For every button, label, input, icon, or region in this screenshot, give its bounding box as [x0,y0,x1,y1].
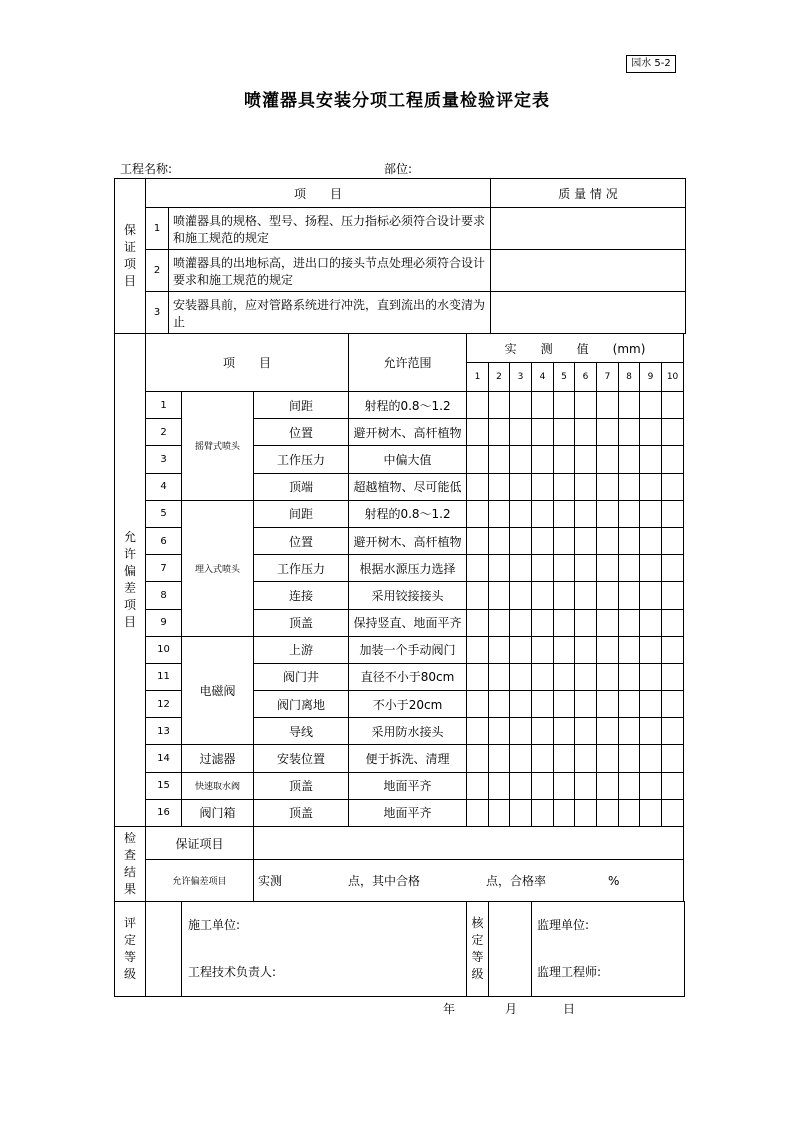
measure-cell[interactable] [662,446,684,473]
measure-cell[interactable] [467,473,489,500]
measure-cell[interactable] [662,555,684,582]
measure-cell[interactable] [554,500,575,527]
measure-cell[interactable] [619,609,640,636]
range-header: 允许范围 [349,334,467,392]
measure-cell[interactable] [510,473,532,500]
measure-cell[interactable] [597,582,619,609]
quality-cell[interactable] [491,250,686,292]
row-number: 9 [146,609,182,636]
measure-cell[interactable] [467,663,489,690]
allowed-range: 地面平齐 [349,799,467,826]
measure-cell[interactable] [619,527,640,554]
measure-cell[interactable] [597,745,619,772]
table-row [115,392,685,419]
quality-header: 质 量 情 况 [491,179,686,208]
group-name: 摇臂式喷头 [182,392,254,501]
grade-value[interactable] [146,902,182,997]
measure-cell[interactable] [554,718,575,745]
row-number: 15 [146,772,182,799]
measure-cell[interactable] [489,527,510,554]
measure-cell[interactable] [619,799,640,826]
measure-cell[interactable] [510,419,532,446]
measure-cell[interactable] [640,582,662,609]
check-tolerance-result [254,860,684,902]
quality-cell[interactable] [491,292,686,334]
measure-cell[interactable] [510,745,532,772]
measure-cell[interactable] [597,718,619,745]
measure-cell[interactable] [662,527,684,554]
allowed-range: 中偏大值 [349,446,467,473]
measure-cell[interactable] [532,527,554,554]
measure-cell[interactable] [575,691,597,718]
measure-cell[interactable] [662,799,684,826]
measure-cell[interactable] [597,691,619,718]
supervision-block [532,902,685,997]
allowed-range: 加装一个手动阀门 [349,636,467,663]
measure-cell[interactable] [662,663,684,690]
date-year: 年 [443,1002,456,1016]
measure-cell[interactable] [489,636,510,663]
measure-cell[interactable] [640,799,662,826]
measure-cell[interactable] [575,473,597,500]
measure-cell[interactable] [467,419,489,446]
measure-cell[interactable] [554,582,575,609]
item-name: 顶端 [254,473,349,500]
measure-cell[interactable] [489,718,510,745]
measure-cell[interactable] [597,636,619,663]
measure-cell[interactable] [510,799,532,826]
allowed-range: 根据水源压力选择 [349,555,467,582]
measure-cell[interactable] [554,446,575,473]
measure-cell[interactable] [662,691,684,718]
measure-cell[interactable] [575,446,597,473]
measure-cell[interactable] [619,745,640,772]
measure-cell[interactable] [467,745,489,772]
measure-cell[interactable] [662,473,684,500]
measure-cell[interactable] [575,582,597,609]
measure-cell[interactable] [575,500,597,527]
allowed-range: 采用铰接接头 [349,582,467,609]
measure-cell[interactable] [489,691,510,718]
measure-cell[interactable] [575,609,597,636]
measure-cell[interactable] [554,636,575,663]
measure-cell[interactable] [554,419,575,446]
measure-cell[interactable] [640,718,662,745]
row-number: 14 [146,745,182,772]
page-title: 喷灌器具安装分项工程质量检验评定表 [244,91,550,111]
measure-cell[interactable] [467,799,489,826]
measure-cell[interactable] [554,772,575,799]
qualified-label: 点，其中合格 [348,874,421,888]
measure-cell[interactable] [640,663,662,690]
table-row [115,500,685,527]
measure-cell[interactable] [597,799,619,826]
measure-cell[interactable] [554,609,575,636]
measure-cell[interactable] [489,446,510,473]
allowed-range: 避开树木、高杆植物 [349,527,467,554]
measure-cell[interactable] [662,609,684,636]
measure-cell[interactable] [597,555,619,582]
measure-cell[interactable] [532,500,554,527]
measure-cell[interactable] [662,772,684,799]
allowed-range: 不小于20cm [349,691,467,718]
measure-cell[interactable] [532,446,554,473]
percent-label: % [608,874,620,888]
item-name: 连接 [254,582,349,609]
allowed-range: 超越植物、尽可能低 [349,473,467,500]
measure-cell[interactable] [532,582,554,609]
measure-cell[interactable] [510,772,532,799]
measure-cell[interactable] [597,609,619,636]
item-name: 顶盖 [254,799,349,826]
measure-cell[interactable] [532,609,554,636]
measure-cell[interactable] [640,609,662,636]
guarantee-row-no: 3 [146,292,169,334]
measure-cell[interactable] [467,527,489,554]
row-number: 10 [146,636,182,663]
measure-cell[interactable] [575,718,597,745]
measure-col-header: 7 [597,363,619,392]
guarantee-row-no: 2 [146,250,169,292]
item-name: 上游 [254,636,349,663]
measure-cell[interactable] [662,745,684,772]
row-number: 13 [146,718,182,745]
measure-cell[interactable] [532,636,554,663]
table-row [115,745,685,772]
measure-cell[interactable] [640,446,662,473]
row-number: 4 [146,473,182,500]
verify-grade-label: 核 定 等 级 [467,902,489,997]
guarantee-item-header: 项 目 [146,179,491,208]
row-number: 12 [146,691,182,718]
tolerance-section-label: 允 许 偏 差 项 目 [115,334,146,827]
measure-cell[interactable] [532,663,554,690]
measure-col-header: 9 [640,363,662,392]
measure-cell[interactable] [662,718,684,745]
measure-cell[interactable] [489,745,510,772]
measure-cell[interactable] [619,582,640,609]
group-name: 过滤器 [182,745,254,772]
supervision-unit-label: 监理单位: [537,918,590,932]
item-name: 位置 [254,527,349,554]
measure-cell[interactable] [575,745,597,772]
measure-cell[interactable] [532,473,554,500]
measure-cell[interactable] [554,745,575,772]
measure-cell[interactable] [554,555,575,582]
measure-cell[interactable] [489,799,510,826]
group-name: 阀门箱 [182,799,254,826]
measure-cell[interactable] [510,527,532,554]
quality-cell[interactable] [491,208,686,250]
measure-cell[interactable] [554,527,575,554]
measure-cell[interactable] [640,745,662,772]
row-number: 2 [146,419,182,446]
measure-cell[interactable] [619,446,640,473]
measure-cell[interactable] [640,555,662,582]
measure-col-header: 8 [619,363,640,392]
allowed-range: 保持竖直、地面平齐 [349,609,467,636]
measure-cell[interactable] [489,663,510,690]
table-row [115,636,685,663]
measure-cell[interactable] [467,609,489,636]
item-name: 导线 [254,718,349,745]
allowed-range: 射程的0.8～1.2 [349,392,467,419]
measure-cell[interactable] [575,772,597,799]
measure-cell[interactable] [554,799,575,826]
measure-cell[interactable] [510,555,532,582]
measure-cell[interactable] [489,392,510,419]
measure-cell[interactable] [640,636,662,663]
measure-cell[interactable] [489,609,510,636]
measure-cell[interactable] [619,691,640,718]
measure-cell[interactable] [467,718,489,745]
measure-col-header: 5 [554,363,575,392]
measure-cell[interactable] [597,500,619,527]
row-number: 11 [146,663,182,690]
item-name: 间距 [254,500,349,527]
measure-cell[interactable] [597,772,619,799]
measure-cell[interactable] [619,419,640,446]
table-row [115,799,685,826]
measure-cell[interactable] [489,555,510,582]
measure-cell[interactable] [640,527,662,554]
measure-cell[interactable] [510,691,532,718]
measure-cell[interactable] [489,419,510,446]
measure-cell[interactable] [467,582,489,609]
measure-cell[interactable] [489,500,510,527]
row-number: 6 [146,527,182,554]
allowed-range: 地面平齐 [349,772,467,799]
form-code: 园水 5-2 [626,55,676,73]
measure-cell[interactable] [532,555,554,582]
row-number: 1 [146,392,182,419]
item-name: 阀门离地 [254,691,349,718]
measure-cell[interactable] [597,473,619,500]
guarantee-row-text: 安装器具前，应对管路系统进行冲洗，直到流出的水变清为止 [169,292,491,334]
allowed-range: 便于拆洗、清理 [349,745,467,772]
row-number: 7 [146,555,182,582]
measure-cell[interactable] [532,392,554,419]
grade-label: 评 定 等 级 [115,902,146,997]
row-number: 8 [146,582,182,609]
measure-cell[interactable] [489,582,510,609]
measure-cell[interactable] [467,691,489,718]
construction-block [182,902,467,997]
measure-cell[interactable] [575,392,597,419]
measure-cell[interactable] [575,663,597,690]
measure-cell[interactable] [640,473,662,500]
group-name: 电磁阀 [182,636,254,745]
measure-cell[interactable] [619,718,640,745]
item-name: 工作压力 [254,555,349,582]
measured-header: 实 测 值 (mm) [467,334,684,363]
measure-col-header: 6 [575,363,597,392]
measure-cell[interactable] [510,582,532,609]
measure-cell[interactable] [510,392,532,419]
measure-cell[interactable] [510,446,532,473]
check-guarantee-label: 保证项目 [146,827,254,860]
item-name: 顶盖 [254,609,349,636]
measure-cell[interactable] [467,446,489,473]
guarantee-row-no: 1 [146,208,169,250]
measure-cell[interactable] [619,473,640,500]
measure-col-header: 4 [532,363,554,392]
measure-cell[interactable] [597,419,619,446]
measure-cell[interactable] [554,392,575,419]
guarantee-section-label: 保 证 项 目 [115,179,146,334]
group-name: 快速取水阀 [182,772,254,799]
measure-col-header: 1 [467,363,489,392]
supervision-engineer-label: 监理工程师: [537,965,602,979]
measure-cell[interactable] [554,473,575,500]
date-month: 月 [505,1002,518,1016]
measure-cell[interactable] [532,745,554,772]
item-name: 安装位置 [254,745,349,772]
construction-unit-label: 施工单位: [188,918,241,932]
measure-cell[interactable] [640,500,662,527]
measure-cell[interactable] [489,772,510,799]
measure-cell[interactable] [510,500,532,527]
measure-cell[interactable] [662,636,684,663]
measure-cell[interactable] [575,636,597,663]
item-name: 工作压力 [254,446,349,473]
measure-cell[interactable] [554,663,575,690]
tech-leader-label: 工程技术负责人: [188,965,277,979]
item-name: 顶盖 [254,772,349,799]
verify-grade-value[interactable] [489,902,532,997]
measure-cell[interactable] [619,772,640,799]
check-guarantee-value[interactable] [254,827,684,860]
measure-cell[interactable] [532,419,554,446]
measure-cell[interactable] [554,691,575,718]
measured-label: 实测 [258,874,283,888]
tolerance-table [114,333,685,997]
check-section-label: 检 查 结 果 [115,827,146,902]
location-label: 部位: [384,162,413,176]
row-number: 5 [146,500,182,527]
measure-cell[interactable] [510,718,532,745]
measure-cell[interactable] [597,663,619,690]
measure-cell[interactable] [640,691,662,718]
measure-col-header: 10 [662,363,684,392]
item-name: 位置 [254,419,349,446]
allowed-range: 采用防水接头 [349,718,467,745]
measure-cell[interactable] [575,799,597,826]
measure-cell[interactable] [597,392,619,419]
allowed-range: 直径不小于80cm [349,663,467,690]
rate-label: 点，合格率 [486,874,547,888]
measure-cell[interactable] [662,582,684,609]
measure-cell[interactable] [467,772,489,799]
group-name: 埋入式喷头 [182,500,254,636]
measure-cell[interactable] [597,446,619,473]
measure-cell[interactable] [532,799,554,826]
measure-cell[interactable] [510,663,532,690]
measure-cell[interactable] [640,392,662,419]
measure-cell[interactable] [640,772,662,799]
measure-cell[interactable] [662,392,684,419]
guarantee-row-text: 喷灌器具的规格、型号、扬程、压力指标必须符合设计要求和施工规范的规定 [169,208,491,250]
project-name-label: 工程名称: [120,162,173,176]
measure-cell[interactable] [467,392,489,419]
measure-cell[interactable] [510,609,532,636]
guarantee-row-text: 喷灌器具的出地标高，进出口的接头节点处理必须符合设计要求和施工规范的规定 [169,250,491,292]
table-row [115,772,685,799]
guarantee-table [114,178,686,334]
measure-cell[interactable] [619,500,640,527]
measure-cell[interactable] [467,500,489,527]
measure-cell[interactable] [662,419,684,446]
row-number: 16 [146,799,182,826]
measure-cell[interactable] [619,555,640,582]
measure-cell[interactable] [532,691,554,718]
row-number: 3 [146,446,182,473]
measure-cell[interactable] [467,555,489,582]
item-name: 阀门井 [254,663,349,690]
measure-cell[interactable] [619,636,640,663]
allowed-range: 射程的0.8～1.2 [349,500,467,527]
item-name: 间距 [254,392,349,419]
measure-cell[interactable] [640,419,662,446]
measure-cell[interactable] [662,500,684,527]
tolerance-item-header: 项 目 [146,334,349,392]
measure-cell[interactable] [619,392,640,419]
measure-cell[interactable] [575,555,597,582]
check-tolerance-label: 允许偏差项目 [146,860,254,902]
measure-cell[interactable] [575,419,597,446]
measure-cell[interactable] [510,636,532,663]
measure-cell[interactable] [489,473,510,500]
date-day: 日 [563,1002,576,1016]
measure-cell[interactable] [597,527,619,554]
measure-col-header: 2 [489,363,510,392]
measure-cell[interactable] [575,527,597,554]
measure-col-header: 3 [510,363,532,392]
measure-cell[interactable] [532,772,554,799]
measure-cell[interactable] [467,636,489,663]
measure-cell[interactable] [619,663,640,690]
measure-cell[interactable] [532,718,554,745]
allowed-range: 避开树木、高杆植物 [349,419,467,446]
